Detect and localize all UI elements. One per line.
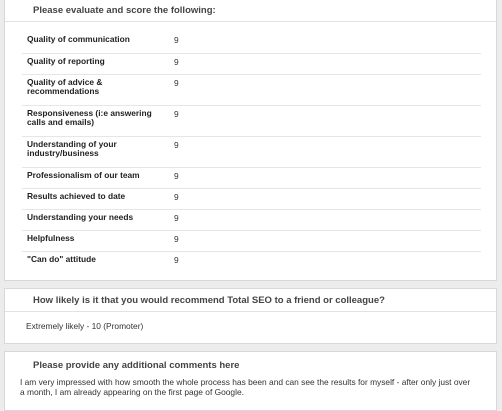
recommendation-panel [4, 288, 497, 344]
criterion-label: Quality of communication [22, 32, 169, 53]
table-row [22, 209, 481, 230]
score-value: 9 [169, 105, 481, 136]
recommendation-question: How likely is it that you would recommend Total SEO to a friend or colleague? [5, 289, 496, 312]
evaluation-panel [4, 0, 497, 281]
score-value: 9 [169, 32, 481, 53]
score-value: 9 [174, 254, 179, 265]
score-value: 9 [169, 74, 481, 105]
table-row [22, 32, 481, 53]
table-row [22, 251, 481, 272]
criterion-label: Understanding your needs [22, 209, 169, 230]
table-row [22, 74, 481, 105]
criterion-label: "Can do" attitude [27, 253, 96, 264]
criterion-label: Responsiveness (i:e answering calls and emails) [22, 105, 169, 136]
table-row [22, 188, 481, 209]
comments-heading: Please provide any additional comments here [33, 360, 240, 371]
score-value: 9 [169, 53, 481, 74]
table-row [22, 53, 481, 74]
score-value: 9 [169, 167, 481, 188]
criterion-label: Professionalism of our team [22, 167, 169, 188]
recommendation-answer: Extremely likely - 10 (Promoter) [26, 321, 144, 331]
score-value: 9 [169, 136, 481, 167]
table-row [22, 105, 481, 136]
evaluation-table [22, 32, 481, 272]
table-row [22, 167, 481, 188]
table-row [22, 230, 481, 251]
score-value: 9 [169, 230, 481, 251]
comments-panel [4, 351, 497, 411]
score-value: 9 [169, 209, 481, 230]
criterion-label: Understanding of your industry/business [22, 136, 169, 167]
criterion-label: Quality of advice & recommendations [22, 74, 169, 105]
table-row [22, 136, 481, 167]
score-value: 9 [169, 188, 481, 209]
survey-results [4, 0, 497, 411]
criterion-label: Quality of reporting [22, 53, 169, 74]
criterion-label: Results achieved to date [22, 188, 169, 209]
comment-text: I am very impressed with how smooth the whole process has been and can see the results for myself - after only just over a month, I am already appearing on the first page of Google. [20, 377, 471, 397]
criterion-label: Helpfulness [22, 230, 169, 251]
evaluation-heading: Please evaluate and score the following: [5, 0, 496, 22]
